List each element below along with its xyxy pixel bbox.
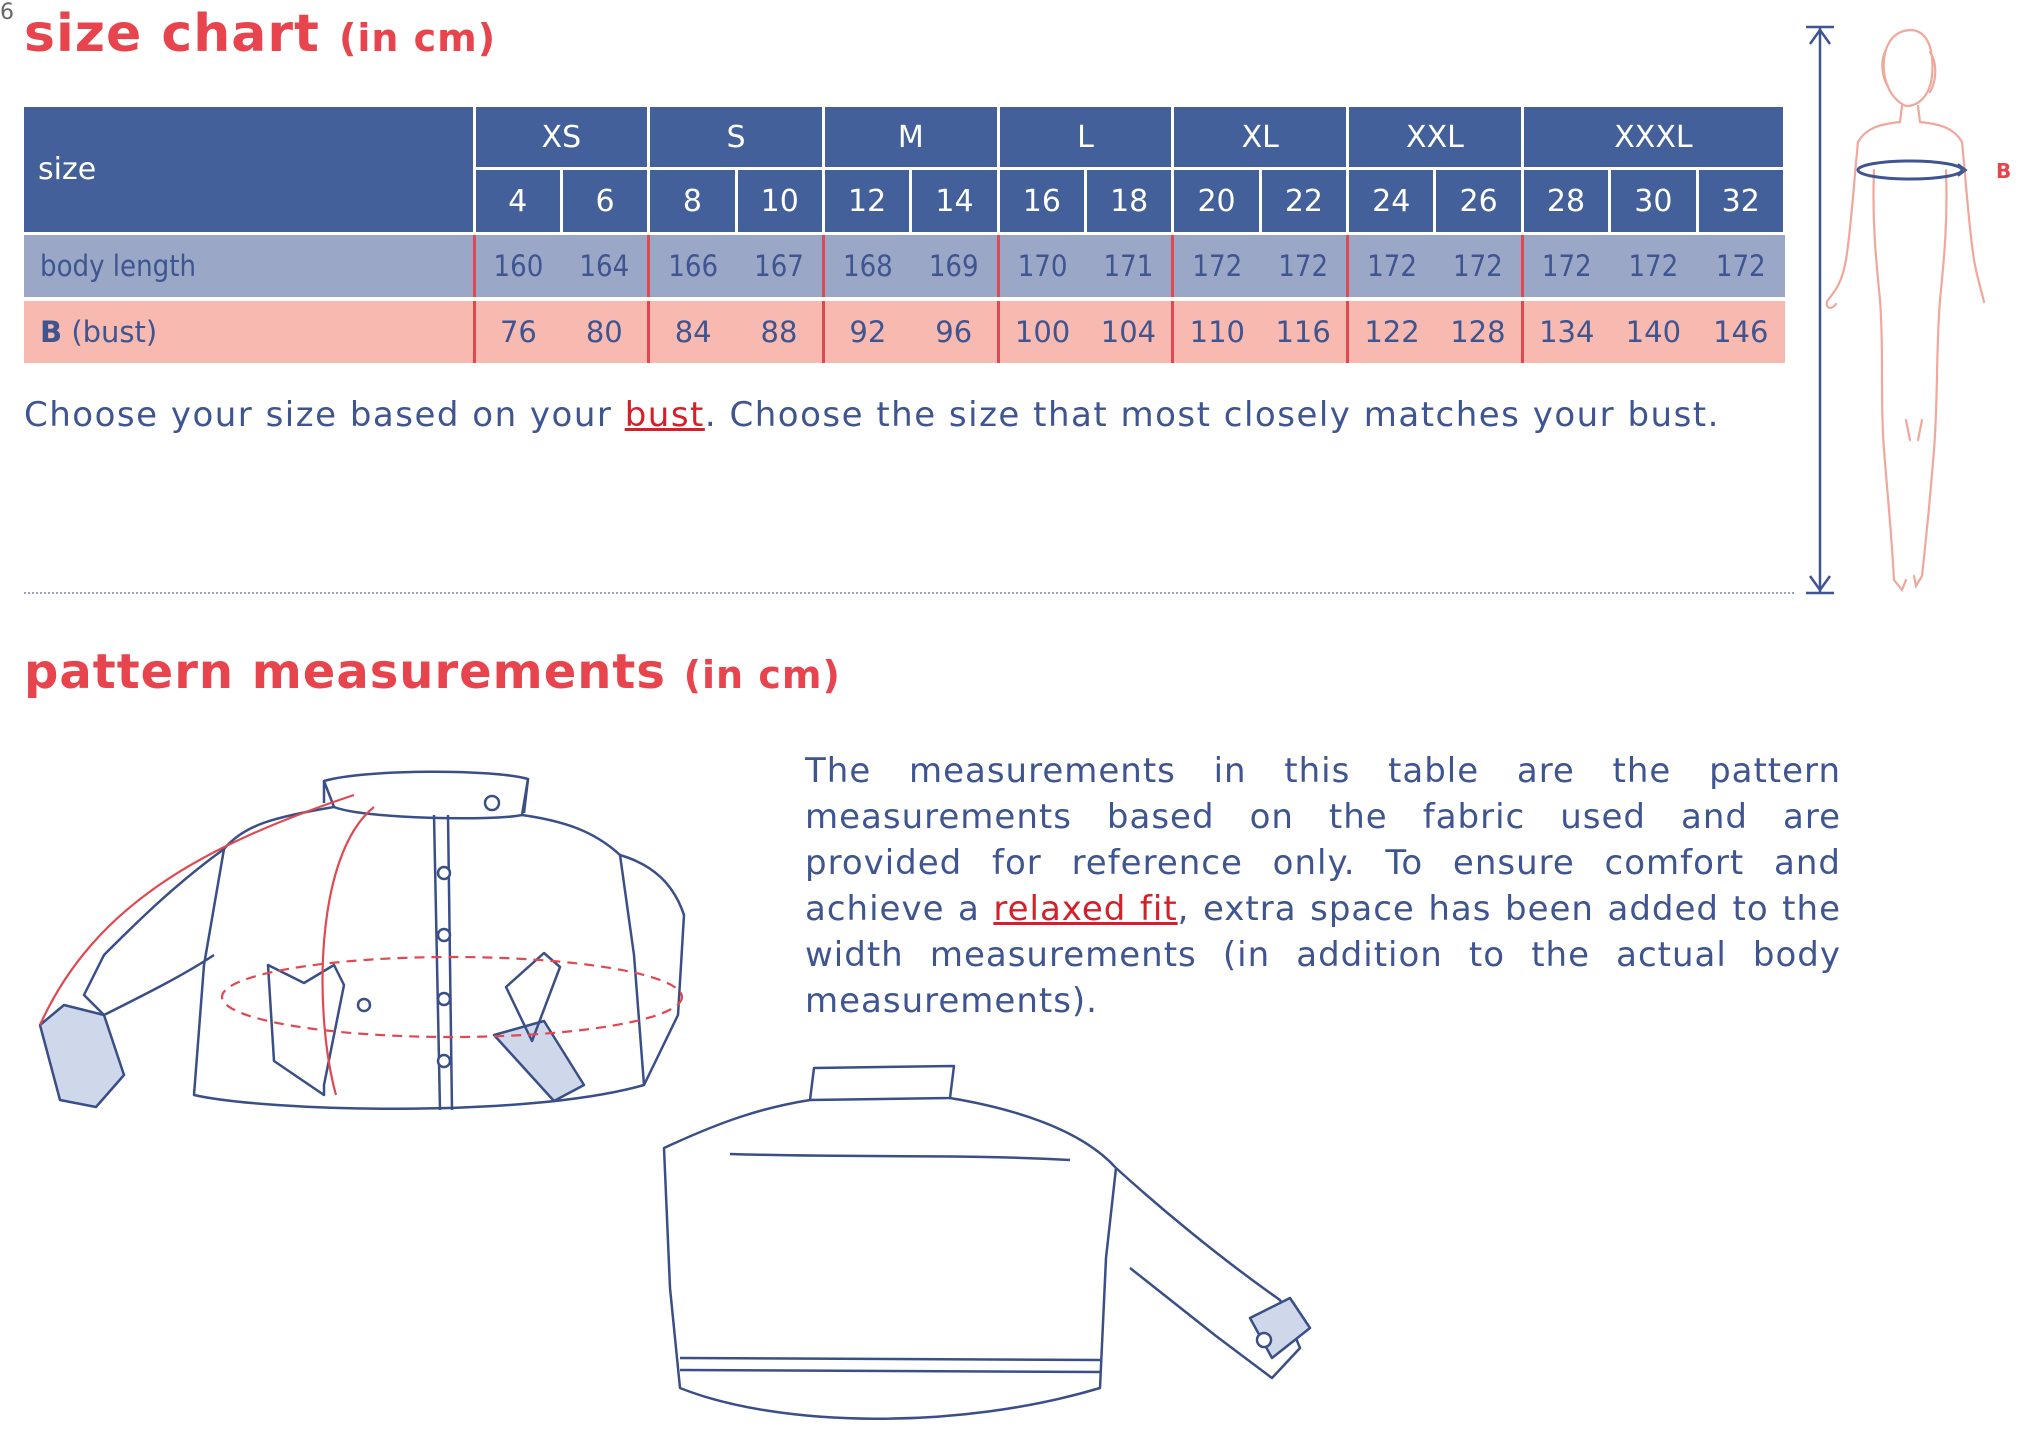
table-cell: 100 [998, 299, 1085, 363]
table-cell: 146 [1697, 299, 1784, 363]
row-label: body length [24, 234, 474, 300]
bust-marker-label: B [1996, 159, 2012, 183]
table-cell: 172 [1610, 234, 1697, 300]
size-number-4: 4 [474, 169, 561, 234]
relaxed-fit-link[interactable]: relaxed fit [993, 889, 1178, 929]
pattern-title-unit: (in cm) [683, 653, 841, 697]
size-number-24: 24 [1348, 169, 1435, 234]
size-number-32: 32 [1697, 169, 1784, 234]
size-number-6: 6 [561, 169, 648, 234]
table-cell: 170 [998, 234, 1085, 300]
size-number-18: 18 [1086, 169, 1173, 234]
size-number-20: 20 [1173, 169, 1260, 234]
row-label: B (bust) [24, 299, 474, 363]
edge-page-mark: 6 [0, 0, 14, 25]
table-cell: 172 [1173, 234, 1260, 300]
table-cell: 172 [1697, 234, 1784, 300]
size-number-12: 12 [823, 169, 910, 234]
table-cell: 140 [1610, 299, 1697, 363]
table-cell: 172 [1260, 234, 1347, 300]
table-cell: 164 [561, 234, 648, 300]
table-cell: 84 [649, 299, 736, 363]
table-cell: 80 [561, 299, 648, 363]
body-figure-illustration [1810, 20, 2010, 600]
size-number-16: 16 [998, 169, 1085, 234]
table-cell: 171 [1086, 234, 1173, 300]
bust-link[interactable]: bust [624, 395, 705, 435]
table-cell: 110 [1173, 299, 1260, 363]
section-divider [24, 592, 1794, 594]
table-cell: 172 [1522, 234, 1609, 300]
table-cell: 169 [911, 234, 998, 300]
table-cell: 172 [1435, 234, 1522, 300]
table-cell: 76 [474, 299, 561, 363]
table-cell: 96 [911, 299, 998, 363]
table-cell: 92 [823, 299, 910, 363]
size-group-xxxl: XXXL [1522, 107, 1784, 169]
size-header-label: size [24, 107, 474, 234]
size-group-xxl: XXL [1348, 107, 1523, 169]
size-number-28: 28 [1522, 169, 1609, 234]
size-number-8: 8 [649, 169, 736, 234]
size-group-xs: XS [474, 107, 649, 169]
size-number-22: 22 [1260, 169, 1347, 234]
body-length-row [24, 234, 1785, 300]
table-cell: 122 [1348, 299, 1435, 363]
size-number-10: 10 [736, 169, 823, 234]
size-group-s: S [649, 107, 824, 169]
size-chart-table [24, 107, 1786, 363]
size-chart-title: size chart (in cm) [24, 4, 497, 64]
size-chart-title-unit: (in cm) [338, 16, 497, 60]
table-cell: 88 [736, 299, 823, 363]
size-group-header-row [24, 107, 1785, 169]
table-cell: 160 [474, 234, 561, 300]
bust-row [24, 299, 1785, 363]
jacket-front-illustration [24, 755, 704, 1135]
pattern-measurements-title: pattern measurements (in cm) [24, 644, 841, 700]
size-group-m: M [823, 107, 998, 169]
table-cell: 172 [1348, 234, 1435, 300]
size-number-14: 14 [911, 169, 998, 234]
table-cell: 104 [1086, 299, 1173, 363]
table-cell: 168 [823, 234, 910, 300]
jacket-back-illustration [660, 1058, 1320, 1428]
pattern-description: The measurements in this table are the pattern measurements based on the fabric used and are provided for reference only. To ensure comfort and achieve a relaxed fit, extra space has been added to the width measurements (in addition to the actual body measurements). [805, 751, 1841, 1021]
table-cell: 166 [649, 234, 736, 300]
table-cell: 116 [1260, 299, 1347, 363]
size-choice-note: Choose your size based on your bust. Choose the size that most closely matches your bust. [24, 395, 1720, 435]
size-number-26: 26 [1435, 169, 1522, 234]
table-cell: 134 [1522, 299, 1609, 363]
size-group-xl: XL [1173, 107, 1348, 169]
table-cell: 167 [736, 234, 823, 300]
size-number-30: 30 [1610, 169, 1697, 234]
table-cell: 128 [1435, 299, 1522, 363]
size-group-l: L [998, 107, 1173, 169]
